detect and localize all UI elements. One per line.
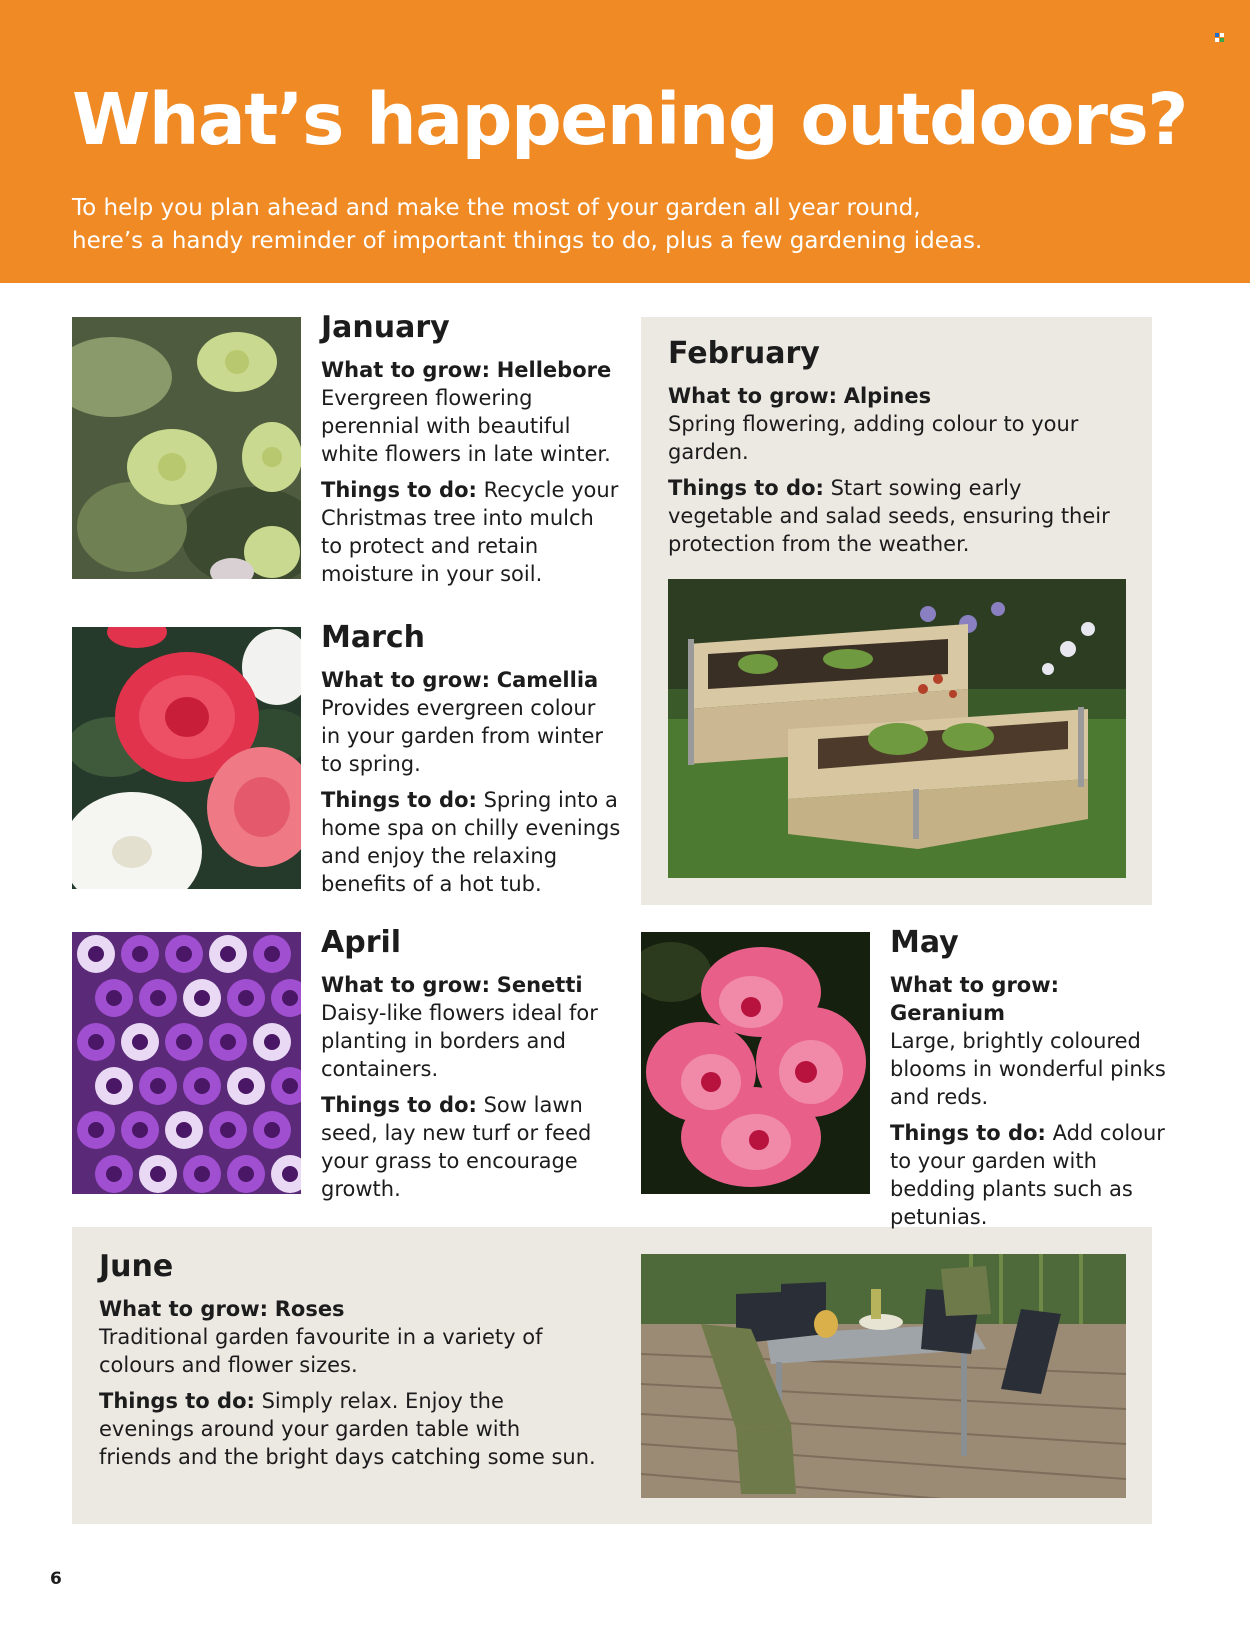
june-todo-label: Things to do: xyxy=(99,1389,255,1413)
june-heading: June xyxy=(99,1249,174,1284)
february-section xyxy=(668,336,1128,566)
february-heading: February xyxy=(668,336,820,371)
garden-furniture-photo xyxy=(641,1254,1126,1498)
march-heading: March xyxy=(321,620,426,655)
june-grow-label: What to grow: xyxy=(99,1297,269,1321)
march-todo-desc: Spring into a home spa on chilly evenings and enjoy the relaxing benefits of a hot tub. xyxy=(321,788,621,896)
january-todo-label: Things to do: xyxy=(321,478,477,502)
march-todo-label: Things to do: xyxy=(321,788,477,812)
february-todo xyxy=(668,474,1128,558)
raised-bed-photo xyxy=(668,579,1126,878)
intro-line-2: here’s a handy reminder of important things to do, plus a few gardening ideas. xyxy=(72,228,983,254)
geranium-photo xyxy=(641,932,870,1194)
april-todo-label: Things to do: xyxy=(321,1093,477,1117)
january-grow-plant: Hellebore xyxy=(496,358,612,382)
intro-line-1: To help you plan ahead and make the most of your garden all year round, xyxy=(72,195,921,221)
march-grow-label: What to grow: xyxy=(321,668,491,692)
april-heading: April xyxy=(321,925,402,960)
march-grow-desc: Provides evergreen colour in your garden from winter to spring. xyxy=(321,696,604,776)
april-grow-label: What to grow: xyxy=(321,973,491,997)
february-todo-desc: Start sowing early vegetable and salad seeds, ensuring their protection from the weather. xyxy=(668,476,1110,556)
january-grow xyxy=(321,356,621,468)
february-todo-label: Things to do: xyxy=(668,476,824,500)
february-grow xyxy=(668,382,1128,466)
may-grow-desc: Large, brightly coloured blooms in wonderful pinks and reds. xyxy=(890,1029,1166,1109)
may-todo xyxy=(890,1119,1170,1231)
intro-text xyxy=(72,192,1192,258)
march-section xyxy=(321,620,621,906)
february-grow-label: What to grow: xyxy=(668,384,838,408)
april-todo xyxy=(321,1091,621,1203)
camellia-photo xyxy=(72,627,301,889)
june-section xyxy=(99,1249,599,1479)
january-section xyxy=(321,310,621,596)
april-grow-plant: Senetti xyxy=(496,973,583,997)
brand-mark-icon xyxy=(1215,33,1224,42)
april-section xyxy=(321,925,621,1211)
april-todo-desc: Sow lawn seed, lay new turf or feed your grass to encourage growth. xyxy=(321,1093,592,1201)
may-grow-label: What to grow: xyxy=(890,973,1060,997)
february-grow-plant: Alpines xyxy=(843,384,932,408)
january-heading: January xyxy=(321,310,450,345)
june-grow xyxy=(99,1295,599,1379)
may-heading: May xyxy=(890,925,959,960)
june-grow-desc: Traditional garden favourite in a variety of colours and flower sizes. xyxy=(99,1325,543,1377)
senetti-photo xyxy=(72,932,301,1194)
may-grow xyxy=(890,971,1170,1111)
april-grow-desc: Daisy-like flowers ideal for planting in borders and containers. xyxy=(321,1001,598,1081)
june-grow-plant: Roses xyxy=(274,1297,345,1321)
page-title: What’s happening outdoors? xyxy=(72,78,1187,161)
may-todo-desc: Add colour to your garden with bedding plants such as petunias. xyxy=(890,1121,1165,1229)
march-grow-plant: Camellia xyxy=(496,668,599,692)
march-grow xyxy=(321,666,621,778)
may-todo-label: Things to do: xyxy=(890,1121,1046,1145)
june-todo-desc: Simply relax. Enjoy the evenings around your garden table with friends and the bright days catching some sun. xyxy=(99,1389,596,1469)
page-number: 6 xyxy=(50,1569,62,1589)
hellebore-photo xyxy=(72,317,301,579)
may-section xyxy=(890,925,1170,1239)
page-header xyxy=(0,0,1250,283)
april-grow xyxy=(321,971,621,1083)
january-todo xyxy=(321,476,621,588)
january-grow-desc: Evergreen flowering perennial with beautiful white flowers in late winter. xyxy=(321,386,611,466)
may-grow-plant: Geranium xyxy=(890,1001,1005,1025)
march-todo xyxy=(321,786,621,898)
february-grow-desc: Spring flowering, adding colour to your garden. xyxy=(668,412,1079,464)
june-todo xyxy=(99,1387,599,1471)
january-grow-label: What to grow: xyxy=(321,358,491,382)
january-todo-desc: Recycle your Christmas tree into mulch to protect and retain moisture in your soil. xyxy=(321,478,619,586)
